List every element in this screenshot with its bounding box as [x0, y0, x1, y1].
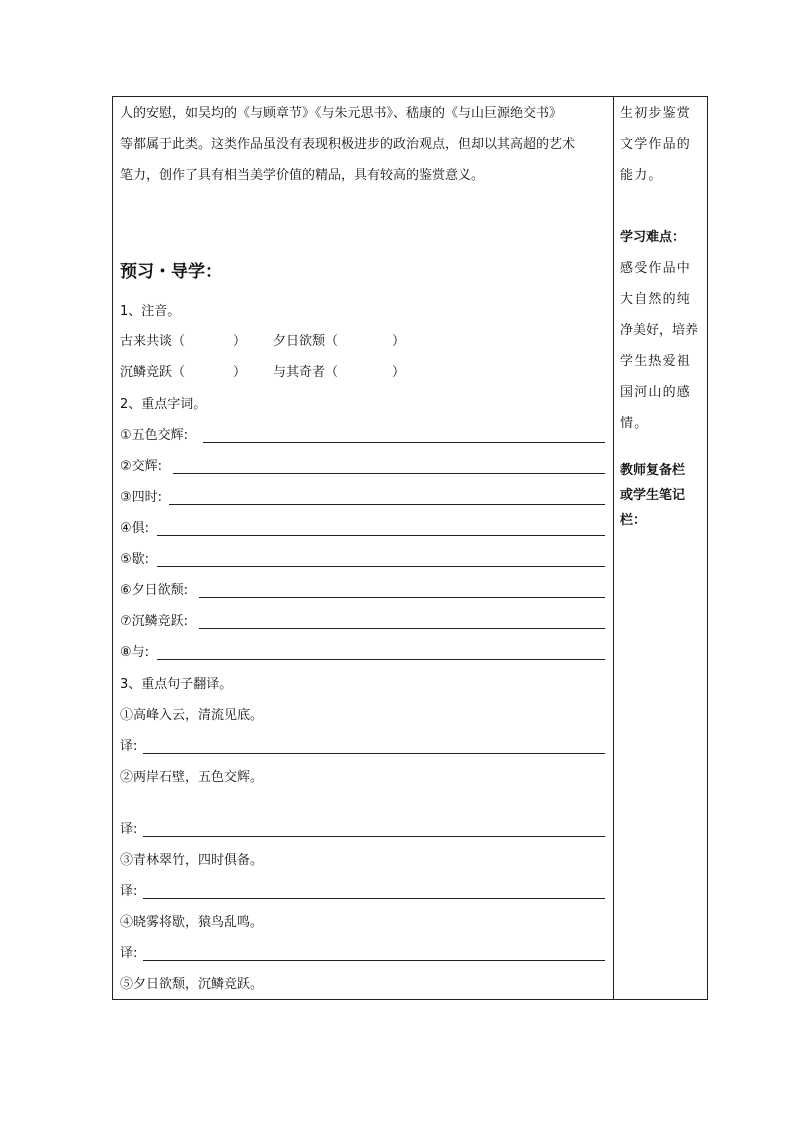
answer-line-term-4[interactable] [157, 535, 605, 536]
pinyin-word: 与其奇者（ [273, 365, 339, 380]
pinyin-close: ） [233, 365, 247, 380]
section-3-title: 3、重点句子翻译。 [120, 677, 233, 692]
pinyin-close: ） [392, 334, 406, 349]
answer-line-sentence-4[interactable] [143, 960, 605, 961]
difficulty-line-1: 感受作品中 [620, 261, 692, 276]
translate-label-2: 译: [120, 822, 138, 837]
intro-line-2: 等都属于此类。这类作品虽没有表现积极进步的政治观点，但却以其高超的艺术 [120, 137, 576, 152]
term-label-8: ⑧与: [120, 645, 150, 660]
notes-title-line-3: 栏： [620, 513, 647, 528]
answer-line-term-7[interactable] [199, 628, 605, 629]
term-label-1: ①五色交辉: [120, 428, 189, 443]
sentence-4: ④晓雾将歇，猿鸟乱鸣。 [120, 915, 264, 930]
answer-line-term-6[interactable] [199, 597, 605, 598]
difficulty-line-3: 净美好，培养 [620, 323, 699, 338]
section-1-title: 1、注音。 [120, 304, 181, 319]
intro-line-1: 人的安慰，如吴均的《与顾章节》《与朱元思书》、嵇康的《与山巨源绝交书》 [120, 106, 563, 121]
answer-line-term-8[interactable] [157, 659, 605, 660]
pinyin-item-4 [273, 365, 405, 381]
answer-line-term-2[interactable] [173, 473, 605, 474]
pinyin-item-1 [120, 334, 246, 350]
pinyin-close: ） [233, 334, 247, 349]
goal-line-3: 能力。 [620, 168, 663, 183]
sentence-3: ③青林翠竹，四时俱备。 [120, 853, 264, 868]
worksheet-table [112, 96, 708, 1000]
translate-label-4: 译: [120, 946, 138, 961]
answer-line-term-3[interactable] [169, 504, 605, 505]
term-label-3: ③四时: [120, 490, 163, 505]
pinyin-close: ） [392, 365, 406, 380]
term-label-5: ⑤歇: [120, 552, 150, 567]
intro-line-3: 笔力，创作了具有相当美学价值的精品，具有较高的鉴赏意义。 [120, 168, 485, 183]
pinyin-word: 古来共谈（ [120, 334, 186, 349]
difficulty-title: 学习难点： [620, 230, 686, 245]
answer-line-term-5[interactable] [157, 566, 605, 567]
difficulty-line-4: 学生热爱祖 [620, 354, 692, 369]
pinyin-item-2 [273, 334, 405, 350]
term-label-6: ⑥夕日欲颓: [120, 583, 189, 598]
notes-title-line-2: 或学生笔记 [620, 488, 686, 503]
side-column [614, 97, 708, 999]
sentence-1: ①高峰入云，清流见底。 [120, 708, 264, 723]
answer-line-sentence-2[interactable] [143, 836, 605, 837]
pinyin-word: 夕日欲颓（ [273, 334, 339, 349]
goal-line-2: 文学作品的 [620, 137, 692, 152]
difficulty-line-2: 大自然的纯 [620, 292, 692, 307]
term-label-4: ④俱: [120, 521, 150, 536]
sentence-2: ②两岸石壁，五色交辉。 [120, 770, 264, 785]
translate-label-3: 译: [120, 884, 138, 899]
notes-title-line-1: 教师复备栏 [620, 463, 686, 478]
translate-label-1: 译: [120, 739, 138, 754]
difficulty-line-5: 国河山的感 [620, 385, 692, 400]
sentence-5: ⑤夕日欲颓，沉鳞竞跃。 [120, 977, 264, 992]
goal-line-1: 生初步鉴赏 [620, 106, 692, 121]
preview-title: 预习・导学： [120, 262, 222, 282]
pinyin-item-3 [120, 365, 246, 381]
term-label-2: ②交辉: [120, 459, 163, 474]
answer-line-sentence-3[interactable] [143, 898, 605, 899]
section-2-title: 2、重点字词。 [120, 397, 207, 412]
main-column [113, 97, 613, 999]
difficulty-line-6: 情。 [620, 416, 649, 431]
term-label-7: ⑦沉鳞竞跃: [120, 614, 189, 629]
pinyin-word: 沉鳞竞跃（ [120, 365, 186, 380]
answer-line-sentence-1[interactable] [143, 753, 605, 754]
answer-line-term-1[interactable] [203, 442, 605, 443]
